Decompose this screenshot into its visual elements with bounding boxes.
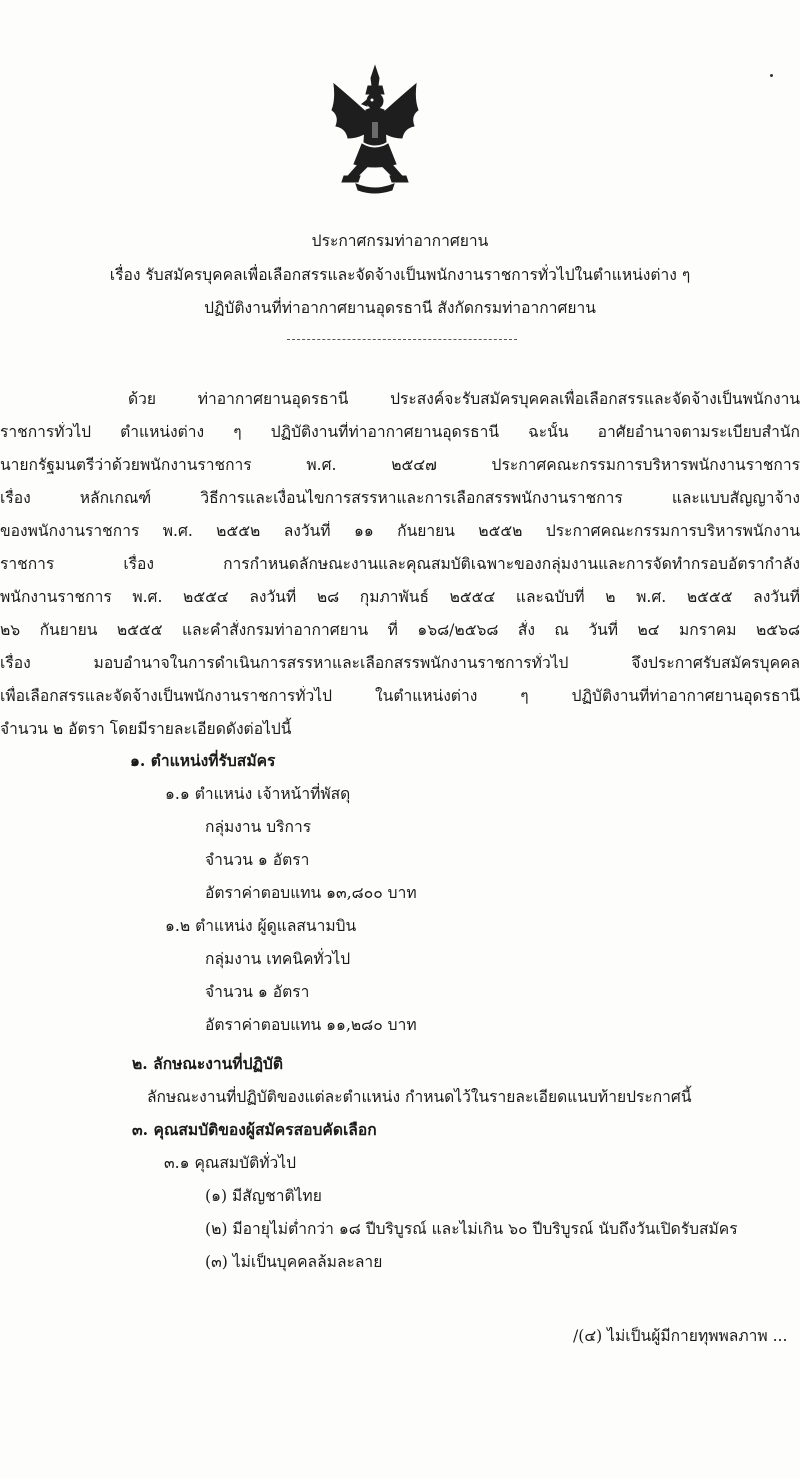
position-1-group: กลุ่มงาน บริการ bbox=[205, 818, 312, 836]
section3-subheading: ๓.๑ คุณสมบัติทั่วไป bbox=[164, 1154, 296, 1172]
body-line: ๒๖ กันยายน ๒๕๕๕ และคำสั่งกรมท่าอากาศยาน ที่ ๑๖๘/๒๕๖๘ สั่ง ณ วันที่ ๒๔ มกราคม ๒๕๖๘ bbox=[0, 621, 800, 639]
body-line: ราชการ เรื่อง การกำหนดลักษณะงานและคุณสมบัติเฉพาะของกลุ่มงานและการจัดทำกรอบอัตรากำลัง bbox=[0, 555, 800, 573]
qualification-item-3: (๓) ไม่เป็นบุคคลล้มละลาย bbox=[205, 1253, 383, 1271]
body-line: พนักงานราชการ พ.ศ. ๒๕๕๔ ลงวันที่ ๒๘ กุมภาพันธ์ ๒๕๕๔ และฉบับที่ ๒ พ.ศ. ๒๕๕๕ ลงวันที่ bbox=[0, 588, 800, 606]
section2-heading: ๒. ลักษณะงานที่ปฏิบัติ bbox=[132, 1054, 283, 1073]
position-2-pay: อัตราค่าตอบแทน ๑๑,๒๘๐ บาท bbox=[205, 1016, 417, 1034]
position-1-title: ๑.๑ ตำแหน่ง เจ้าหน้าที่พัสดุ bbox=[165, 785, 351, 803]
section3-heading: ๓. คุณสมบัติของผู้สมัครสอบคัดเลือก bbox=[132, 1120, 377, 1139]
body-line: เรื่อง หลักเกณฑ์ วิธีการและเงื่อนไขการสรรหาและการเลือกสรรพนักงานราชการ และแบบสัญญาจ้าง bbox=[0, 489, 800, 507]
section1-heading: ๑. ตำแหน่งที่รับสมัคร bbox=[130, 751, 276, 770]
body-line: ด้วย ท่าอากาศยานอุดรธานี ประสงค์จะรับสมัครบุคคลเพื่อเลือกสรรและจัดจ้างเป็นพนักงาน bbox=[128, 390, 800, 408]
continuation-note: /(๔) ไม่เป็นผู้มีกายทุพพลภาพ ... bbox=[573, 1327, 788, 1345]
announcement-title: ประกาศกรมท่าอากาศยาน bbox=[311, 232, 489, 250]
body-line: ราชการทั่วไป ตำแหน่งต่าง ๆ ปฏิบัติงานที่ท่าอากาศยานอุดรธานี ฉะนั้น อาศัยอำนาจตามระเบียบสำนัก bbox=[0, 423, 800, 441]
body-line: จำนวน ๒ อัตรา โดยมีรายละเอียดดังต่อไปนี้ bbox=[0, 720, 292, 738]
title-divider bbox=[287, 339, 517, 340]
body-line: นายกรัฐมนตรีว่าด้วยพนักงานราชการ พ.ศ. ๒๕๔๗ ประกาศคณะกรรมการบริหารพนักงานราชการ bbox=[0, 456, 800, 474]
position-2-count: จำนวน ๑ อัตรา bbox=[205, 983, 310, 1001]
position-1-pay: อัตราค่าตอบแทน ๑๓,๘๐๐ บาท bbox=[205, 884, 417, 902]
body-line: เพื่อเลือกสรรและจัดจ้างเป็นพนักงานราชการทั่วไป ในตำแหน่งต่าง ๆ ปฏิบัติงานที่ท่าอากาศยานอุดรธานี bbox=[0, 687, 800, 705]
announcement-subject-line2: ปฏิบัติงานที่ท่าอากาศยานอุดรธานี สังกัดกรมท่าอากาศยาน bbox=[204, 299, 596, 317]
position-1-count: จำนวน ๑ อัตรา bbox=[205, 851, 310, 869]
body-line: ของพนักงานราชการ พ.ศ. ๒๕๕๒ ลงวันที่ ๑๑ กันยายน ๒๕๕๒ ประกาศคณะกรรมการบริหารพนักงาน bbox=[0, 522, 800, 540]
announcement-subject-line1: เรื่อง รับสมัครบุคคลเพื่อเลือกสรรและจัดจ้างเป็นพนักงานราชการทั่วไปในตำแหน่งต่าง ๆ bbox=[109, 266, 691, 284]
position-2-group: กลุ่มงาน เทคนิคทั่วไป bbox=[205, 950, 351, 968]
section2-text: ลักษณะงานที่ปฏิบัติของแต่ละตำแหน่ง กำหนดไว้ในรายละเอียดแนบท้ายประกาศนี้ bbox=[147, 1088, 692, 1106]
position-2-title: ๑.๒ ตำแหน่ง ผู้ดูแลสนามบิน bbox=[165, 917, 357, 935]
qualification-item-2: (๒) มีอายุไม่ต่ำกว่า ๑๘ ปีบริบูรณ์ และไม่เกิน ๖๐ ปีบริบูรณ์ นับถึงวันเปิดรับสมัคร bbox=[205, 1220, 738, 1238]
garuda-emblem-icon bbox=[326, 64, 424, 194]
body-line: เรื่อง มอบอำนาจในการดำเนินการสรรหาและเลือกสรรพนักงานราชการทั่วไป จึงประกาศรับสมัครบุคคล bbox=[0, 654, 800, 672]
qualification-item-1: (๑) มีสัญชาติไทย bbox=[205, 1187, 322, 1205]
speck bbox=[770, 74, 773, 77]
